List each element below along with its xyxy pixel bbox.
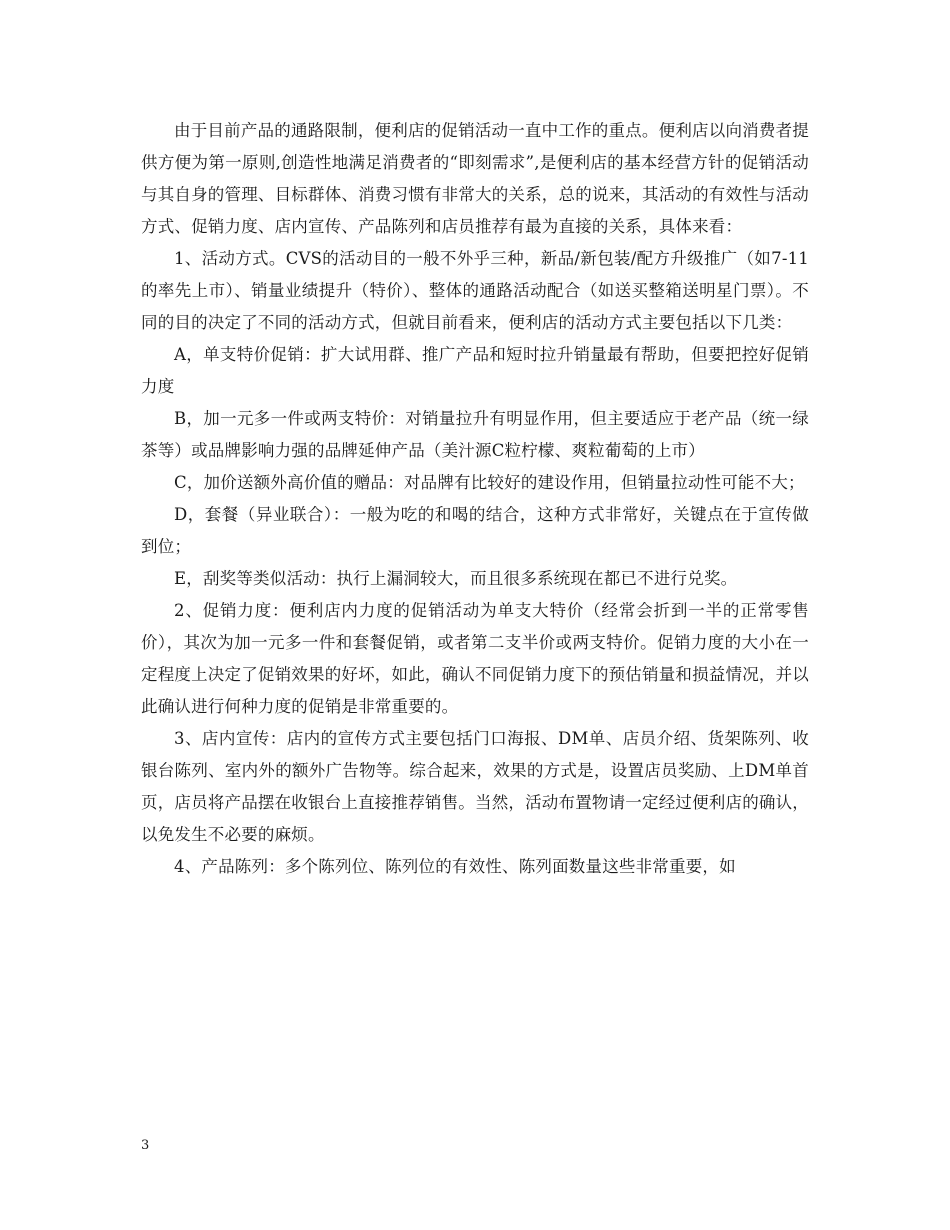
- page-number: 3: [141, 1138, 150, 1153]
- paragraph-item-e: E，刮奖等类似活动：执行上漏洞较大，而且很多系统现在都已不进行兑奖。: [174, 569, 738, 588]
- paragraph-item-b: B，加一元多一件或两支特价：对销量拉升有明显作用，但主要适应于老产品（统一绿茶等）或品牌影响力强的品牌延伸产品（美汁源C粒柠檬、爽粒葡萄的上市）: [141, 409, 809, 460]
- paragraph-in-store-publicity: 3、店内宣传：店内的宣传方式主要包括门口海报、DM单、店员介绍、货架陈列、收银台陈列、室内外的额外广告物等。综合起来，效果的方式是，设置店员奖励、上DM单首页，店员将产品摆在收银台上直接推荐销售。当然，活动布置物请一定经过便利店的确认，以免发生不必要的麻烦。: [141, 729, 809, 844]
- paragraph-product-display: 4、产品陈列：多个陈列位、陈列位的有效性、陈列面数量这些非常重要，如: [174, 857, 736, 876]
- paragraph-item-c: C，加价送额外高价值的赠品：对品牌有比较好的建设作用，但销量拉动性可能不大；: [174, 473, 805, 492]
- paragraph-item-d: D，套餐（异业联合）：一般为吃的和喝的结合，这种方式非常好，关键点在于宣传做到位；: [141, 505, 809, 556]
- paragraph-item-a: A，单支特价促销：扩大试用群、推广产品和短时拉升销量最有帮助，但要把控好促销力度: [141, 345, 809, 396]
- paragraph-promotion-strength: 2、促销力度：便利店内力度的促销活动为单支大特价（经常会折到一半的正常零售价），其次为加一元多一件和套餐促销，或者第二支半价或两支特价。促销力度的大小在一定程度上决定了促销效果的好坏，如此，确认不同促销力度下的预估销量和损益情况，并以此确认进行何种力度的促销是非常重要的。: [141, 601, 809, 716]
- paragraph-activity-methods: 1、活动方式。CVS的活动目的一般不外乎三种，新品/新包装/配方升级推广（如7-11的率先上市）、销量业绩提升（特价）、整体的通路活动配合（如送买整箱送明星门票）。不同的目的决定了不同的活动方式，但就目前看来，便利店的活动方式主要包括以下几类：: [141, 249, 809, 332]
- document-body: [141, 115, 809, 883]
- paragraph-intro: 由于目前产品的通路限制，便利店的促销活动一直中工作的重点。便利店以向消费者提供方便为第一原则,创造性地满足消费者的“即刻需求”,是便利店的基本经营方针的促销活动与其自身的管理、目标群体、消费习惯有非常大的关系，总的说来，其活动的有效性与活动方式、促销力度、店内宣传、产品陈列和店员推荐有最为直接的关系，具体来看：: [141, 121, 809, 236]
